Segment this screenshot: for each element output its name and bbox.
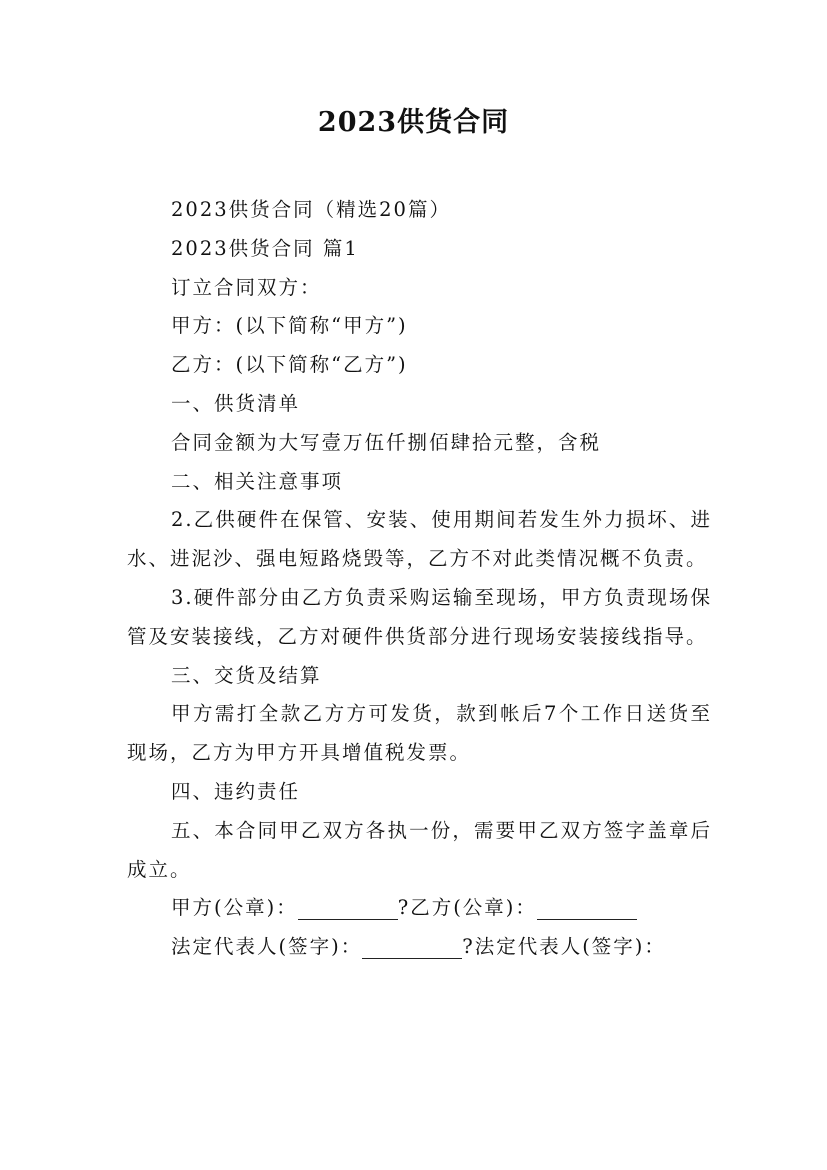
section3-heading: 三、交货及结算 [171,663,322,687]
representative-line [127,928,712,967]
rep-a-label: 法定代表人(签字)： [171,935,363,959]
section3-text: 甲方需打全款乙方方可发货，款到帐后7个工作日送货至现场，乙方为甲方开具增值税发票。 [127,702,712,765]
section2-item-2: 2.乙供硬件在保管、安装、使用期间若发生外力损坏、进水、进泥沙、强电短路烧毁等，乙方不对此类情况概不负责。 [127,508,712,571]
section5-text: 五、本合同甲乙双方各执一份，需要甲乙双方签字盖章后成立。 [127,818,712,881]
rep-separator: ? [462,935,475,959]
party-a-line: 甲方：(以下简称“甲方”) [171,314,408,338]
document-body [127,191,712,967]
section4-heading: 四、违约责任 [171,779,301,803]
page-title: 2023供货合同 [317,107,510,138]
rep-b-label: 法定代表人(签字)： [474,935,666,959]
parties-intro: 订立合同双方： [171,275,322,299]
seal-b-blank [537,897,637,920]
section1-heading: 一、供货清单 [171,391,301,415]
rep-a-blank [362,936,462,959]
subtitle: 2023供货合同（精选20篇） [171,198,451,221]
article-heading: 2023供货合同 篇1 [171,236,359,260]
seal-separator: ? [397,896,411,920]
seal-a-label: 甲方(公章)： [171,896,298,920]
section1-text: 合同金额为大写壹万伍仟捌佰肆拾元整，含税 [171,430,602,454]
party-b-line: 乙方：(以下简称“乙方”) [171,353,408,377]
section2-item-3: 3.硬件部分由乙方负责采购运输至现场，甲方负责现场保管及安装接线，乙方对硬件供货部分进行现场安装接线指导。 [127,585,712,648]
section2-heading: 二、相关注意事项 [171,469,344,493]
seal-b-label: 乙方(公章)： [410,896,537,920]
seal-line [127,889,712,928]
seal-a-blank [298,897,398,920]
